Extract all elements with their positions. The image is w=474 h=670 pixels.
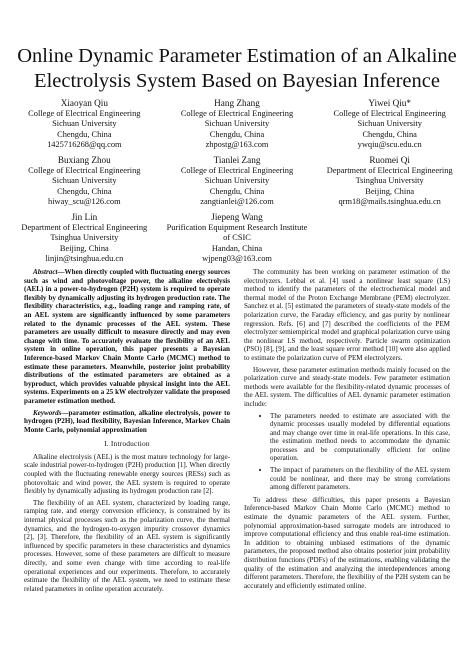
- author-card: [8, 98, 161, 150]
- author-dept: Department of Electrical Engineering: [21, 223, 148, 233]
- author-email: zangtianlei@126.com: [200, 196, 274, 206]
- paragraph: To address these difficulties, this paper presents a Bayesian Inference-based Markov Chain Monte Carlo (MCMC) method to estimate the dynamic parameters of the AEL system. Further, polynomial approximation-based surrogate models are introduced to improve computational efficiency and thus enable real-time estimation. In addition to obtaining unbiased estimations of the dynamic parameters, the proposed method also obtains posterior joint probability distribution functions (PDFs) of the estimations, enabling validating the quality of the estimation and analyzing the interdependences among different parameters. Therefore, the flexibility of the P2H system can be accurately and efficiently estimated online.: [244, 495, 450, 590]
- author-location: Beijing, China: [59, 243, 109, 253]
- author-dept: College of Electrical Engineering: [180, 109, 294, 119]
- author-org: Sichuan University: [52, 119, 117, 129]
- paragraph: Alkaline electrolysis (AEL) is the most mature technology for large-scale industrial power-to-hydrogen (P2H) production [1]. When directly coupled with the fluctuating renewable energy sources (RESs) such as photovoltaic and wind power, the AEL system is required to operate flexibly by dynamically adjusting its hydrogen production rate [2].: [24, 452, 230, 496]
- author-email: linjin@tsinghua.edu.cn: [45, 253, 124, 263]
- author-card: [313, 98, 466, 150]
- author-email: qrm18@mails.tsinghua.edu.cn: [338, 196, 441, 206]
- abstract: [24, 268, 230, 406]
- author-org: Tsinghua University: [355, 176, 424, 186]
- author-card: [161, 212, 314, 264]
- author-block: [8, 212, 466, 268]
- author-email: hiway_scu@126.com: [48, 196, 121, 206]
- author-name: Jin Lin: [71, 212, 98, 222]
- abstract-text: —When directly coupled with fluctuating energy sources such as wind and photovoltage power, the alkaline electrolysis (AEL) in a power-to-hydrogen (P2H) system is required to operate flexibly by dynamically adjusting its hydrogen production rate. The flexibility characteristics, e.g., loading range and ramping rate, of an AEL system are significantly influenced by some parameters related to the dynamic processes of the AEL system. These parameters are usually difficult to measure directly and may even change with time. To accurately evaluate the flexibility of an AEL system in online operation, this paper presents a Bayesian Inference-based Markov Chain Monte Carlo (MCMC) method to estimate these parameters. Meanwhile, posterior joint probability distributions of the estimated parameters are obtained as a byproduct, which provides valuable physical insight into the AEL systems. Experiments on a 25 kW electrolyzer validate the proposed parameter estimation method.: [24, 268, 230, 405]
- author-card: [161, 155, 314, 207]
- author-email: wjpeng03@163.com: [202, 253, 272, 263]
- keywords: [24, 409, 230, 435]
- author-block: [8, 155, 466, 211]
- keywords-text: —parameter estimation, alkaline electrolysis, power to hydrogen (P2H), load flexibility, Bayesian Inference, Markov Chain Monte Carlo, polynomial approximation: [24, 408, 230, 434]
- author-org: Sichuan University: [204, 176, 270, 186]
- author-location: Chengdu, China: [362, 129, 417, 139]
- author-email: 1425716268@qq.com: [47, 139, 122, 149]
- author-card: [8, 155, 161, 207]
- author-dept: College of Electrical Engineering: [180, 166, 294, 176]
- author-name: Buxiang Zhou: [57, 155, 111, 165]
- author-dept: College of Electrical Engineering: [28, 109, 141, 119]
- section-heading: I. Introduction: [104, 439, 150, 449]
- author-org: Sichuan University: [204, 119, 270, 129]
- keywords-label: Keywords: [33, 408, 62, 417]
- author-location: Chengdu, China: [209, 129, 265, 139]
- author-dept: College of Electrical Engineering: [28, 166, 141, 176]
- author-spacer: [313, 212, 466, 264]
- author-name: Hang Zhang: [214, 98, 260, 108]
- author-card: [161, 98, 314, 150]
- author-org: Sichuan University: [52, 176, 117, 186]
- author-email: zhpostg@163.com: [205, 139, 269, 149]
- author-org: of CSIC: [223, 233, 251, 243]
- author-org: Tsinghua University: [50, 233, 119, 243]
- list-item: • The impact of parameters on the flexibility of the AEL system could be nonlinear, and there may be strong correlations among different parameters.: [270, 466, 450, 492]
- body-columns: [24, 268, 450, 596]
- author-dept: College of Electrical Engineering: [333, 109, 446, 119]
- author-name: Yiwei Qiu*: [368, 98, 411, 108]
- right-column: [244, 268, 450, 596]
- author-email: ywqiu@scu.edu.cn: [357, 139, 422, 149]
- author-dept: Purification Equipment Research Institute: [166, 223, 308, 233]
- author-name: Jiepeng Wang: [211, 212, 263, 222]
- paper-title: Online Dynamic Parameter Estimation of an Alkaline Electrolysis System Based on Bayesian Inference: [17, 45, 457, 92]
- author-card: [313, 155, 466, 207]
- author-org: Sichuan University: [357, 119, 422, 129]
- list-item: • The parameters needed to estimate are associated with the dynamic processes usually modeled by differential equations and may change over time in real-life operations. In this case, the estimation method needs to accommodate the dynamic processes and be computationally efficient for online operation.: [270, 412, 450, 464]
- author-name: Xiaoyan Qiu: [60, 98, 108, 108]
- author-name: Tianlei Zang: [213, 155, 261, 165]
- left-column: [24, 268, 230, 596]
- paragraph: However, these parameter estimation methods mainly focused on the polarization curve and steady-state models. Few parameter estimation methods were available for the flexibility-related dynamic processes of the AEL system. The difficulties of AEL dynamic parameter estimation include:: [244, 365, 450, 408]
- paragraph: The community has been working on parameter estimation of the electrolyzers. Lebbal et al. [4] used a nonlinear least square (LS) method to identify the parameters of the electrochemical model and thermal model of the Proton Exchange Membrane (PEM) electrolyzer. Sanchez et al. [5] estimated the parameters of steady-state models of the polarization curve, the Faraday efficiency, and gas purity by nonlinear regression. Refs. [6] and [7] described the coefficients of the PEM electrolyzer semiempirical model and graphical polarization curve using the nonlinear LS method, respectively. Particle swarm optimization (PSO) [8], [9], and the least square error method [10] were also applied to estimate the polarization curve of PEM electrolyzers.: [244, 268, 450, 362]
- abstract-label: Abstract: [33, 268, 58, 276]
- author-name: Ruomei Qi: [369, 155, 410, 165]
- paragraph: The flexibility of an AEL system, characterized by loading range, ramping rate, and energy conversion efficiency, is constrained by its internal physical processes such as the polarization curve, the thermal dynamics, and the hydrogen-to-oxygen impurity crossover dynamics [2], [3]. Therefore, the flexibility of an AEL system is significantly influenced by specific parameters in these characteristics and dynamics processes. However, some of these parameters are difficult to measure directly, and some even change with time according to real-life operational experiences and our experiments. Therefore, to accurately estimate the flexibility of the AEL system, we need to estimate these related parameters in online operation accurately.: [24, 498, 230, 593]
- author-block: [8, 98, 466, 154]
- author-location: Chengdu, China: [57, 129, 112, 139]
- author-location: Chengdu, China: [209, 186, 265, 196]
- author-row-1: [8, 98, 466, 150]
- author-location: Handan, China: [211, 243, 263, 253]
- author-card: [8, 212, 161, 264]
- author-dept: Department of Electrical Engineering: [326, 166, 453, 176]
- author-row-2: [8, 155, 466, 207]
- author-row-3: [8, 212, 466, 264]
- difficulty-list: [244, 412, 450, 492]
- author-location: Beijing, China: [365, 186, 415, 196]
- author-location: Chengdu, China: [57, 186, 112, 196]
